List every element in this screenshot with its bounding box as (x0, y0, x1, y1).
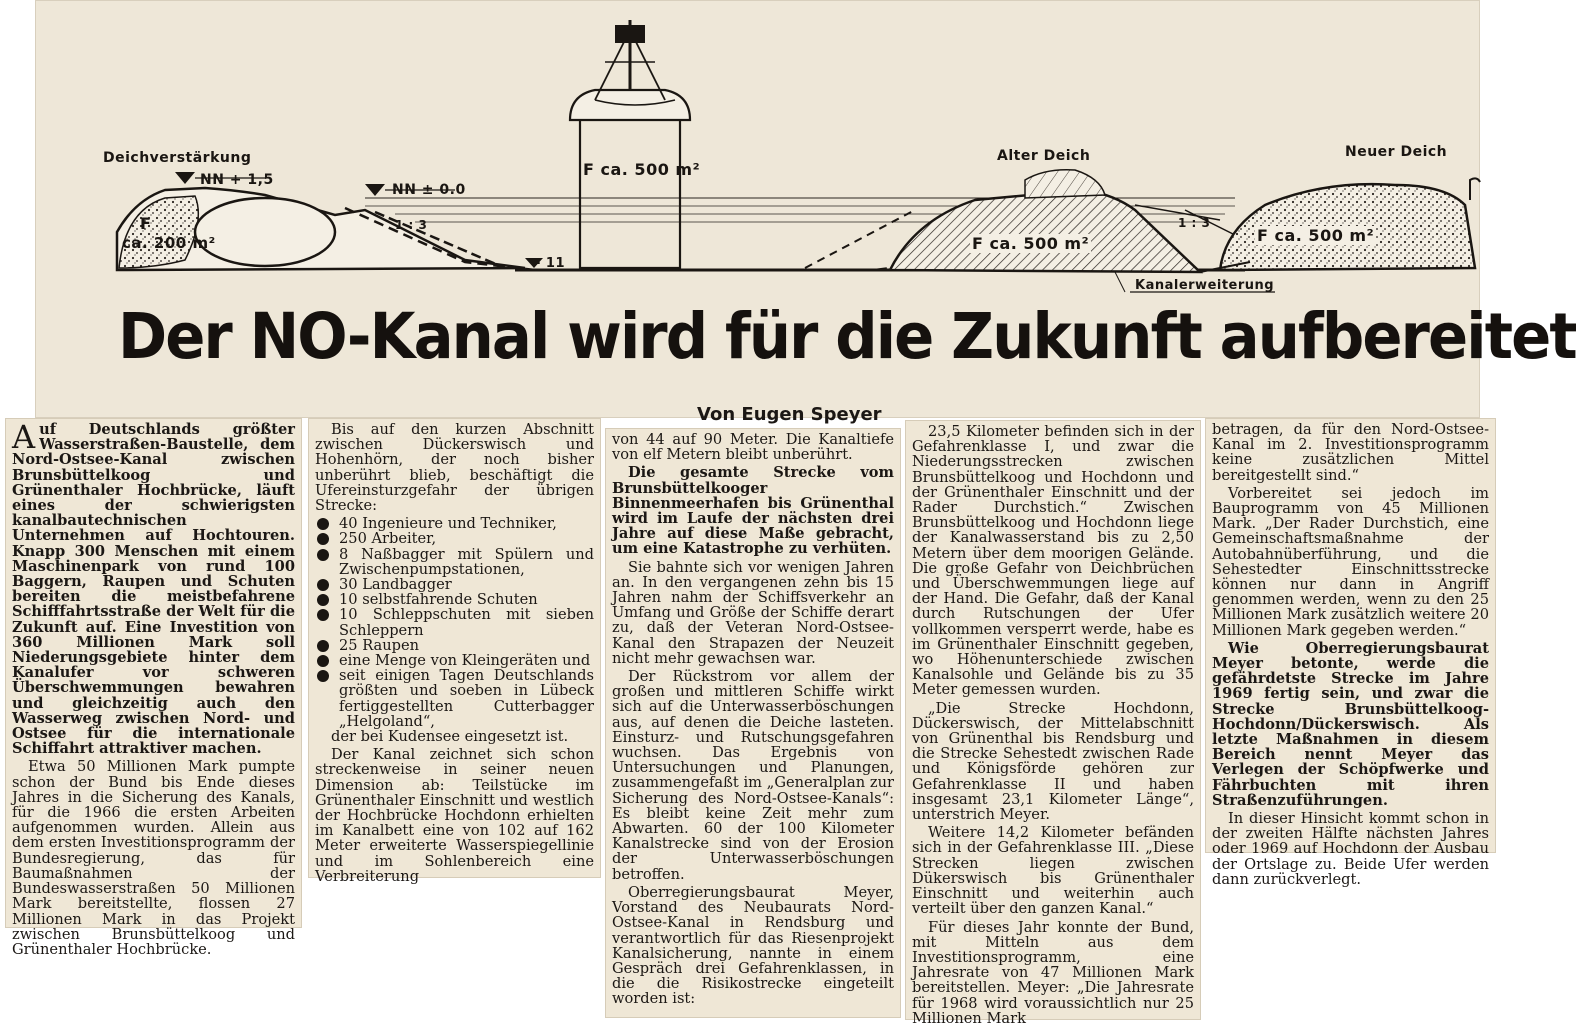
label-neuer-deich: Neuer Deich (1345, 144, 1448, 160)
label-slope-left: 1 : 3 (395, 218, 428, 232)
label-slope-right: 1 : 3 (1178, 216, 1211, 230)
list-item: 8 Naßbagger mit Spülern und Zwischenpumpstationen, (315, 547, 594, 577)
article-column-1 (5, 418, 302, 958)
paragraph: Für dieses Jahr konnte der Bund, mit Mitteln aus dem Investitionsprogramm, eine Jahresrate von 47 Millionen Mark bereitstellen. Meyer: „Die Jahresrate für 1968 wird voraussichtlich nur 25 Millionen Mark (912, 918, 1194, 1027)
paragraph-bold: Wie Oberregierungsbaurat Meyer betonte, werde die gefährdetste Strecke im Jahre 1969 fertig sein, und zwar die Strecke Brunsbüttelkoog-Hochdonn/Dückerswisch. Als letzte Maßnahmen in diesem Bereich nennt Meyer das Verlegen der Schöpfwerke und Fährbuchten mit ihren Straßenzuführungen. (1212, 639, 1489, 809)
list-item: 10 Schleppschuten mit sieben Schleppern (315, 607, 594, 637)
article-byline: Von Eugen Speyer (697, 404, 882, 425)
bullet-icon (317, 609, 329, 621)
label-alter-deich: Alter Deich (997, 148, 1091, 164)
paragraph: Etwa 50 Millionen Mark pumpte schon der Bund bis Ende dieses Jahres in die Sicherung des Kanals, für die 1966 die ersten Arbeiten aufgenommen wurden. Allein aus dem ersten Investitionsprogramm der Bundesregierung, das für Baumaßnahmen der Bundeswasserstraßen 50 Millionen Mark bereitstellte, flossen 27 Millionen Mark in das Projekt zwischen Brunsbüttelkoog und Grünenthaler Hochbrücke. (12, 758, 295, 958)
article-column-2 (308, 418, 601, 885)
label-ship-area: F ca. 500 m² (583, 160, 701, 179)
paragraph: Sie bahnte sich vor wenigen Jahren an. In den vergangenen zehn bis 15 Jahren nahm der Schiffsverkehr an Umfang und Größe der Schiffe derart zu, daß der Veteran Nord-Ostsee-Kanal den Strapazen der Neuzeit nicht mehr gewachsen war. (612, 558, 894, 667)
article-lead: uf Deutschlands größter Wasserstraßen-Baustelle, dem Nord-Ostsee-Kanal zwischen Brunsbüttelkoog und Grünenthaler Hochbrücke, läuft eines der schwierigsten kanalbautechnischen Unternehmen auf Hochtouren. Knapp 300 Menschen mit einem Maschinenpark von rund 100 Baggern, Raupen und Schuten bereiten die meistbefahrene Schifffahrtsstraße der Welt für die Zukunft auf. Eine Investition von 360 Millionen Mark soll Niederungsgebiete hinter dem Kanalufer vor schweren Überschwemmungen bewahren und gleichzeitig auch den Wasserweg zwischen Nord- und Ostsee für die internationale Schiffahrt attraktiver machen. (12, 421, 295, 758)
label-canal-depth: - 11 (535, 256, 566, 271)
bullet-icon (317, 518, 329, 530)
bullet-icon (317, 670, 329, 682)
label-area-left-f: F (140, 214, 152, 233)
label-area-middle: F ca. 500 m² (972, 234, 1090, 253)
article-column-5 (1205, 418, 1496, 888)
paragraph: „Die Strecke Hochdonn, Dückerswisch, der Mittelabschnitt von Grünenthal bis Rendsburg und die Strecke Sehestedt zwischen Rade und Königsförde gehören zur Gefahrenklasse II und haben insgesamt 23,1 Kilometer Länge“, unterstrich Meyer. (912, 699, 1194, 824)
label-water-level-nn00: NN ± 0.0 (392, 182, 466, 198)
label-area-left: ca. 200 m² (122, 234, 216, 252)
drop-cap: A (12, 418, 36, 456)
paragraph: Weitere 14,2 Kilometer befänden sich in der Gefahrenklasse III. „Diese Strecken liegen zwischen Dükerswisch bis Grünenthaler Einschnitt und weiterhin auch verteilt über den ganzen Kanal.“ (912, 824, 1194, 918)
paragraph: der bei Kudensee eingesetzt ist. (331, 728, 569, 746)
paragraph-bold: Die gesamte Strecke vom Brunsbüttelkooger Binnenmeerhafen bis Grünenthal wird im Laufe der nächsten drei Jahre auf diese Maße gebracht, um eine Katastrophe zu verhüten. (612, 464, 894, 558)
paragraph: Der Kanal zeichnet sich schon streckenweise in seiner neuen Dimension ab: Teilstücke im Grünenthaler Einschnitt und westlich der Hochbrücke Hochdonn erhielten im Kanalbett eine von 102 auf 162 Meter erweiterte Wasserspiegellinie und im Sohlenbereich eine Verbreiterung (315, 746, 594, 885)
label-kanalerweiterung: Kanalerweiterung (1135, 278, 1275, 293)
label-deichverstaerkung: Deichverstärkung (103, 150, 252, 166)
list-item: 250 Arbeiter, (315, 531, 594, 546)
article-column-4 (905, 420, 1201, 1027)
list-item: 25 Raupen (315, 638, 594, 653)
bullet-icon (317, 594, 329, 606)
bullet-icon (317, 640, 329, 652)
paragraph: 23,5 Kilometer befinden sich in der Gefahrenklasse I, und zwar die Niederungsstrecken zwischen Brunsbüttelkoog und Hochdonn und der Grünenthaler Einschnitt und der Rader Durchstich.“ Zwischen Brunsbüttelkoog und Hochdonn liege der Kanalwasserstand bis zu 2,50 Metern über dem moorigen Gelände. Die große Gefahr von Deichbrüchen und Überschwemmungen liege auf der Hand. Die Gefahr, daß der Kanal durch Rutschungen der Ufer vollkommen versperrt werde, habe es im Grünenthaler Einschnitt gegeben, wo Höhenunterschiede zwischen Kanalsohle und Gelände bis zu 35 Meter gemessen wurden. (912, 423, 1194, 699)
list-item: 40 Ingenieure und Techniker, (315, 516, 594, 531)
article-headline: Der NO-Kanal wird für die Zukunft aufbereitet (118, 300, 1576, 373)
canal-cross-section-diagram (35, 0, 1480, 300)
paragraph: Oberregierungsbaurat Meyer, Vorstand des Neubaurats Nord-Ostsee-Kanal in Rendsburg und verantwortlich für das Riesenprojekt Kanalsicherung, nannte in einem Gespräch drei Gefahrenklassen, in die die Risikostrecke eingeteilt worden ist: (612, 883, 894, 1008)
list-item: 30 Landbagger (315, 577, 594, 592)
bullet-icon (317, 655, 329, 667)
paragraph: Vorbereitet sei jedoch im Bauprogramm von 45 Millionen Mark. „Der Rader Durchstich, eine Gemeinschaftsmaßnahme der Autobahnüberführung, und die Sehestedter Einschnittsstrecke können nur dann in Angriff genommen werden, wenn zu den 25 Millionen Mark zusätzlich weitere 20 Millionen Mark gegeben werden.“ (1212, 484, 1489, 639)
paragraph: von 44 auf 90 Meter. Die Kanaltiefe von elf Metern bleibt unberührt. (612, 431, 894, 464)
bullet-icon (317, 533, 329, 545)
list-item: eine Menge von Kleingeräten und (315, 653, 594, 668)
paragraph: In dieser Hinsicht kommt schon in der zweiten Hälfte nächsten Jahres oder 1969 auf Hochdonn der Ausbau der Ortslage zu. Beide Ufer werden dann zurückverlegt. (1212, 810, 1489, 888)
bullet-icon (317, 549, 329, 561)
list-item: 10 selbstfahrende Schuten (315, 592, 594, 607)
label-water-level-nn15: NN + 1,5 (200, 172, 274, 188)
bullet-icon (317, 579, 329, 591)
paragraph: Der Rückstrom vor allem der großen und mittleren Schiffe wirkt sich auf die Unterwasserböschungen aus, auf denen die Deiche lasteten. Einsturz- und Rutschungsgefahren wuchsen. Das Ergebnis von Untersuchungen und Planungen, zusammengefaßt im „Generalplan zur Sicherung des Nord-Ostsee-Kanals“: Es bleibt keine Zeit mehr zum Abwarten. 60 der 100 Kilometer Kanalstrecke sind von der Erosion der Unterwasserböschungen betroffen. (612, 668, 894, 883)
label-area-right: F ca. 500 m² (1257, 226, 1375, 245)
list-item: seit einigen Tagen Deutschlands größten und soeben in Lübeck fertiggestellten Cutterbagger „Helgoland“, (315, 668, 594, 729)
paragraph: Bis auf den kurzen Abschnitt zwischen Dückerswisch und Hohenhörn, der noch bisher unberührt blieb, beschäftigt die Ufereinsturzgefahr der übrigen Strecke: (315, 421, 594, 515)
paragraph: betragen, da für den Nord-Ostsee-Kanal im 2. Investitionsprogramm keine zusätzlichen Mittel bereitgestellt sind.“ (1212, 421, 1489, 484)
article-column-3 (605, 428, 901, 1018)
